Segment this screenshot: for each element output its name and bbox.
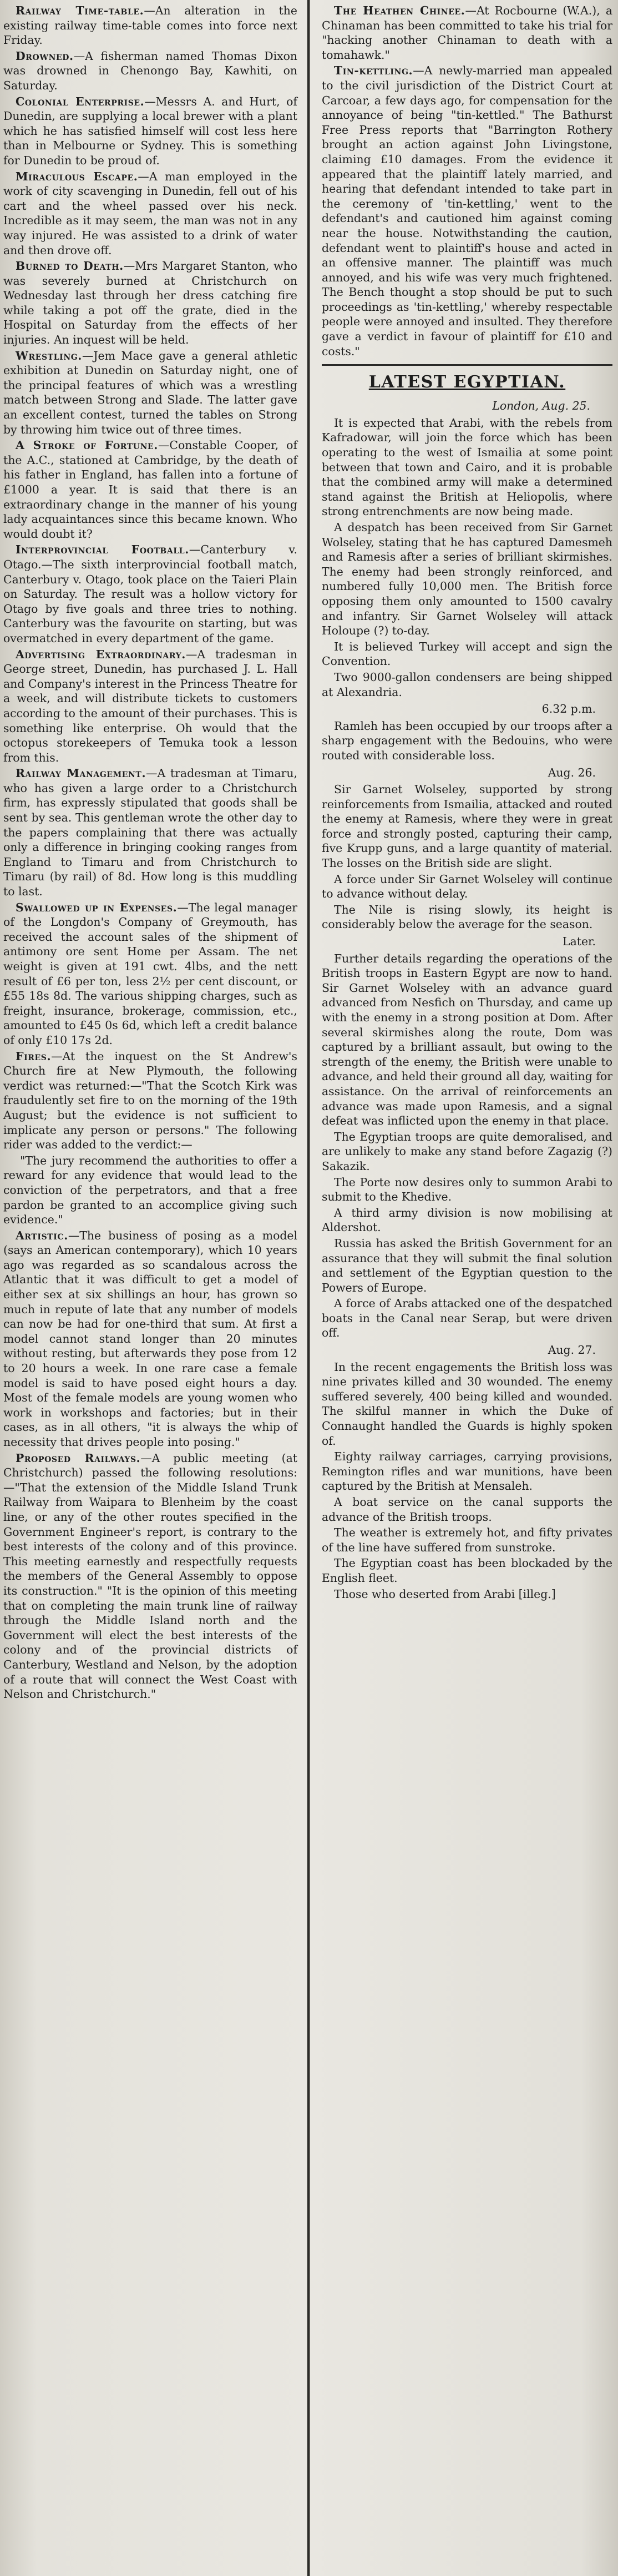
egypt-paragraph: The Porte now desires only to summon Arabi to submit to the Khedive. [322, 1175, 612, 1204]
left-paragraph [3, 49, 297, 93]
egypt-timestamp: 6.32 p.m. [541, 702, 596, 716]
left-paragraph-text: —Jem Mace gave a general athletic exhibition at Dunedin on Saturday night, one of the principal features of which was a wrestling match between Strong and Slade. The latter gave an excellent contest, turned the tables on Strong by throwing him twice out of three times. [3, 349, 297, 436]
left-paragraph [3, 169, 297, 258]
egypt-paragraph: Sir Garnet Wolseley, supported by strong reinforcements from Ismailia, attacked and routed the enemy at Ramesis, where they were in great force and strongly posted, capturing their camp, five Krupp guns, and a large quantity of material. The losses on the British side are slight. [322, 783, 612, 870]
egypt-timestamp: Later. [563, 935, 596, 949]
left-paragraph [3, 1451, 297, 1702]
left-paragraph-heading: Proposed Railways. [16, 1451, 141, 1465]
egypt-timestamp: Aug. 27. [548, 1343, 596, 1357]
left-paragraph-heading: Swallowed up in Expenses. [16, 900, 178, 914]
left-column [0, 0, 304, 2576]
left-paragraph-heading: Drowned. [16, 49, 74, 63]
egypt-paragraph: Russia has asked the British Government for an assurance that they will submit the final solution and settlement of the Egyptian question to the Powers of Europe. [322, 1236, 612, 1294]
left-paragraph-text: —A tradesman at Timaru, who has given a large order to a Christchurch firm, has expressly stipulated that goods shall be sent by sea. This gentleman wrote the other day to the papers complaining that there was actually only a difference in bringing cooking ranges from England to Timaru and from Christchurch to Timaru (by rail) of 8d. How long is this muddling to last. [3, 767, 297, 899]
left-paragraph-heading: Railway Time-table. [16, 4, 144, 17]
left-paragraph-text: —The business of posing as a model (says an American contemporary), which 10 years ago was regarded as so scandalous across the Atlantic that it was difficult to get a model of either sex at six shillings an hour, has grown so much in repute of late that any number of models can now be had for one-third that sum. At first a model cannot stand longer than 20 minutes without resting, but afterwards they pose from 12 to 20 hours a week. In one rare case a female model is said to have posed eight hours a day. Most of the female models are young women who work in workshops and factories; but in their cases, as in all others, "it is always the whip of necessity that drives people into posing." [3, 1228, 297, 1449]
egypt-section-body [322, 416, 612, 1601]
egypt-paragraph: Further details regarding the operations of the British troops in Eastern Egypt are now to hand. Sir Garnet Wolseley with an advance guard advanced from Nesfich on Thursday, and came up with the enemy in a strong position at Dom. After several skirmishes along the route, Dom was captured by a brilliant assault, but owing to the strength of the enemy, the British were unable to advance, and held their ground all day, waiting for assistance. On the arrival of reinforcements an advance was made upon Ramesis, and a signal defeat was inflicted upon the enemy in that place. [322, 951, 612, 1128]
left-paragraph [3, 1153, 297, 1227]
left-paragraph-heading: Artistic. [16, 1228, 68, 1242]
egypt-timestamp: Aug. 26. [548, 765, 596, 779]
left-paragraph-text: —Constable Cooper, of the A.C., stationed at Cambridge, by the death of his father in England, has fallen into a fortune of £1000 a year. It is said that there is an extraordinary change in the manner of his young lady acquaintances since this became known. Who would doubt it? [3, 438, 297, 541]
left-paragraph-text: —A fisherman named Thomas Dixon was drowned in Chenongo Bay, Kawhiti, on Saturday. [3, 49, 297, 92]
left-paragraph-heading: Miraculous Escape. [16, 169, 138, 183]
egypt-paragraph: A despatch has been received from Sir Garnet Wolseley, stating that he has captured Damesmeh and Ramesis after a series of brilliant skirmishes. The enemy had been strongly reinforced, and numbered fully 10,000 men. The British force opposing them only amounted to 1500 cavalry and infantry. Sir Garnet Wolseley will attack Holoupe (?) to-day. [322, 521, 612, 638]
left-paragraph-heading: Advertising Extraordinary. [16, 647, 186, 661]
left-paragraph [3, 3, 297, 48]
left-paragraph-text: —A tradesman in George street, Dunedin, has purchased J. L. Hall and Company's interest in the Princess Theatre for a week, and will distribute tickets to customers according to the amount of their purchases. This is something like enterprise. Oh would that the octopus storekeepers of Temuka took a lesson from this. [3, 647, 297, 764]
left-paragraph-heading: Burned to Death. [16, 259, 124, 273]
left-paragraph [3, 542, 297, 646]
section-divider [322, 364, 612, 366]
left-paragraph-heading: Railway Management. [16, 767, 146, 780]
egypt-paragraph: The weather is extremely hot, and fifty privates of the line have suffered from sunstroke. [322, 1526, 612, 1554]
left-paragraph [3, 900, 297, 1048]
right-paragraph-text: —A newly-married man appealed to the civil jurisdiction of the District Court at Carcoar, a few days ago, for compensation for the annoyance of being "tin-kettled." The Bathurst Free Press reports that "Barrington Rothery brought an action against John Livingstone, claiming £10 damages. From the evidence it appeared that the plaintiff lately married, and hearing that defendant intended to take part in the ceremony of 'tin-kettling,' went to the defendant's and cautioned him against coming near the house. Notwithstanding the caution, defendant went to plaintiff's house and acted in an offensive manner. The plaintiff was much annoyed, and his wife was very much frightened. The Bench thought a stop should be put to such proceedings as 'tin-kettling,' whereby respectable people were annoyed and insulted. They therefore gave a verdict in favour of plaintiff for £10 and costs." [322, 64, 612, 358]
egypt-dateline: London, Aug. 25. [492, 399, 590, 413]
egypt-paragraph: Two 9000-gallon condensers are being shipped at Alexandria. [322, 670, 612, 699]
left-paragraph-text: —A man employed in the work of city scavenging in Dunedin, fell out of his cart and the wheel passed over his neck. Incredible as it may seem, the man was not in any way injured. He was assisted to a drink of water and then drove off. [3, 169, 297, 257]
left-paragraph-text: —Mrs Margaret Stanton, who was severely burned at Christchurch on Wednesday last through her dress catching fire while taking a pot off the grate, died in the Hospital on Saturday from the effects of her injuries. An inquest will be held. [3, 259, 297, 347]
left-paragraph-text: —The legal manager of the Longdon's Company of Greymouth, has received the account sales of the shipment of antimony ore sent Home per Assam. The net weight is given at 191 cwt. 4lbs, and the nett result of £6 per ton, less 2½ per cent discount, or £55 18s 8d. The various shipping charges, such as freight, insurance, brokerage, commission, etc., amounted to £45 0s 6d, which left a credit balance of only £10 17s 2d. [3, 900, 298, 1047]
right-paragraph [322, 3, 612, 62]
egypt-paragraph: Ramleh has been occupied by our troops after a sharp engagement with the Bedouins, who were routed with considerable loss. [322, 719, 612, 762]
left-paragraph-text: —A public meeting (at Christchurch) passed the following resolutions:—"That the extension of the Middle Island Trunk Railway from Waipara to Blenheim by the coast line, or any of the other routes specified in the Government Engineer's report, is contrary to the best interests of the colony and of this province. This meeting earnestly and respectfully requests the members of the General Assembly to oppose its construction." "It is the opinion of this meeting that on completing the main trunk line of railway through the Middle Island north and the Government will elect the best interests of the colony and of the provincial districts of Canterbury, Westland and Nelson, by the adoption of a route that will connect the West Coast with Nelson and Christchurch." [3, 1451, 297, 1701]
left-paragraph-heading: Interprovincial Football. [16, 543, 189, 557]
left-paragraph-heading: Fires. [16, 1049, 52, 1063]
egypt-paragraph: It is expected that Arabi, with the rebels from Kafradowar, will join the force which has been operating to the west of Ismailia at some point between that town and Cairo, and it is probable that the combined army will make a determined stand against the British at Heliopolis, where strong entrenchments are now being made. [322, 416, 612, 518]
right-paragraph-heading: Tin-kettling. [334, 64, 413, 78]
right-paragraph-heading: The Heathen Chinee. [334, 4, 465, 17]
left-paragraph-heading: A Stroke of Fortune. [16, 438, 158, 452]
egypt-paragraph: A force under Sir Garnet Wolseley will continue to advance without delay. [322, 872, 612, 901]
right-paragraph-text: —At Rocbourne (W.A.), a Chinaman has been committed to take his trial for "hacking another Chinaman to death with a tomahawk." [322, 4, 613, 62]
left-paragraph [3, 766, 297, 899]
left-paragraph [3, 438, 297, 541]
column-rule [307, 0, 310, 2576]
left-paragraph-text: —Messrs A. and Hurt, of Dunedin, are supplying a local brewer with a plant which he has satisfied himself will cost less here than in Melbourne or Sydney. This is something for Dunedin to be proud of. [3, 94, 297, 167]
left-paragraph [3, 94, 297, 168]
egypt-paragraph: In the recent engagements the British loss was nine privates killed and 30 wounded. The enemy suffered severely, 400 being killed and wounded. The skilful manner in which the Duke of Connaught handled the Guards is highly spoken of. [322, 1360, 612, 1448]
egypt-paragraph: Those who deserted from Arabi [illeg.] [334, 1587, 556, 1601]
egypt-paragraph: Eighty railway carriages, carrying provisions, Remington rifles and war munitions, have been captured by the British at Mensaleh. [322, 1450, 612, 1493]
left-paragraph [3, 1228, 297, 1450]
egypt-paragraph: The Egyptian coast has been blockaded by the English fleet. [322, 1556, 612, 1585]
left-paragraph-heading: Colonial Enterprise. [16, 94, 145, 108]
egypt-paragraph: The Nile is rising slowly, its height is considerably below the average for the season. [322, 903, 612, 931]
left-paragraph [3, 259, 297, 347]
right-column [314, 0, 618, 2576]
left-paragraph-heading: Wrestling. [16, 349, 82, 362]
left-paragraph-text: —At the inquest on the St Andrew's Church fire at New Plymouth, the following verdict was returned:—"That the Scotch Kirk was fraudulently set fire to on the morning of the 19th August; but the evidence is not sufficient to implicate any person or persons." The following rider was added to the verdict:— [3, 1049, 297, 1152]
egypt-paragraph: A boat service on the canal supports the advance of the British troops. [322, 1495, 612, 1524]
left-paragraph-text: —Canterbury v. Otago.—The sixth interprovincial football match, Canterbury v. Otago, took place on the Taieri Plain on Saturday. The result was a hollow victory for Otago by five goals and three tries to nothing. Canterbury was the favourite on starting, but was overmatched in every department of the game. [3, 543, 297, 645]
egypt-section-title: LATEST EGYPTIAN. [368, 372, 566, 392]
left-paragraph [3, 647, 297, 765]
right-paragraph [322, 63, 612, 359]
left-paragraph [3, 1049, 297, 1152]
egypt-paragraph: The Egyptian troops are quite demoralised, and are unlikely to make any stand before Zagazig (?) Sakazik. [322, 1130, 612, 1173]
egypt-paragraph: It is believed Turkey will accept and sign the Convention. [322, 639, 612, 668]
egypt-paragraph: A force of Arabs attacked one of the despatched boats in the Canal near Serap, but were driven off. [322, 1297, 612, 1340]
left-paragraph-text: "The jury recommend the authorities to offer a reward for any evidence that would lead to the conviction of the perpetrators, and that a free pardon be granted to an accomplice giving such evidence." [3, 1153, 297, 1227]
left-paragraph [3, 349, 297, 437]
left-paragraph-text: —An alteration in the existing railway time-table comes into force next Friday. [3, 4, 297, 47]
right-top-items [322, 3, 612, 359]
egypt-paragraph: A third army division is now mobilising at Aldershot. [322, 1206, 612, 1234]
